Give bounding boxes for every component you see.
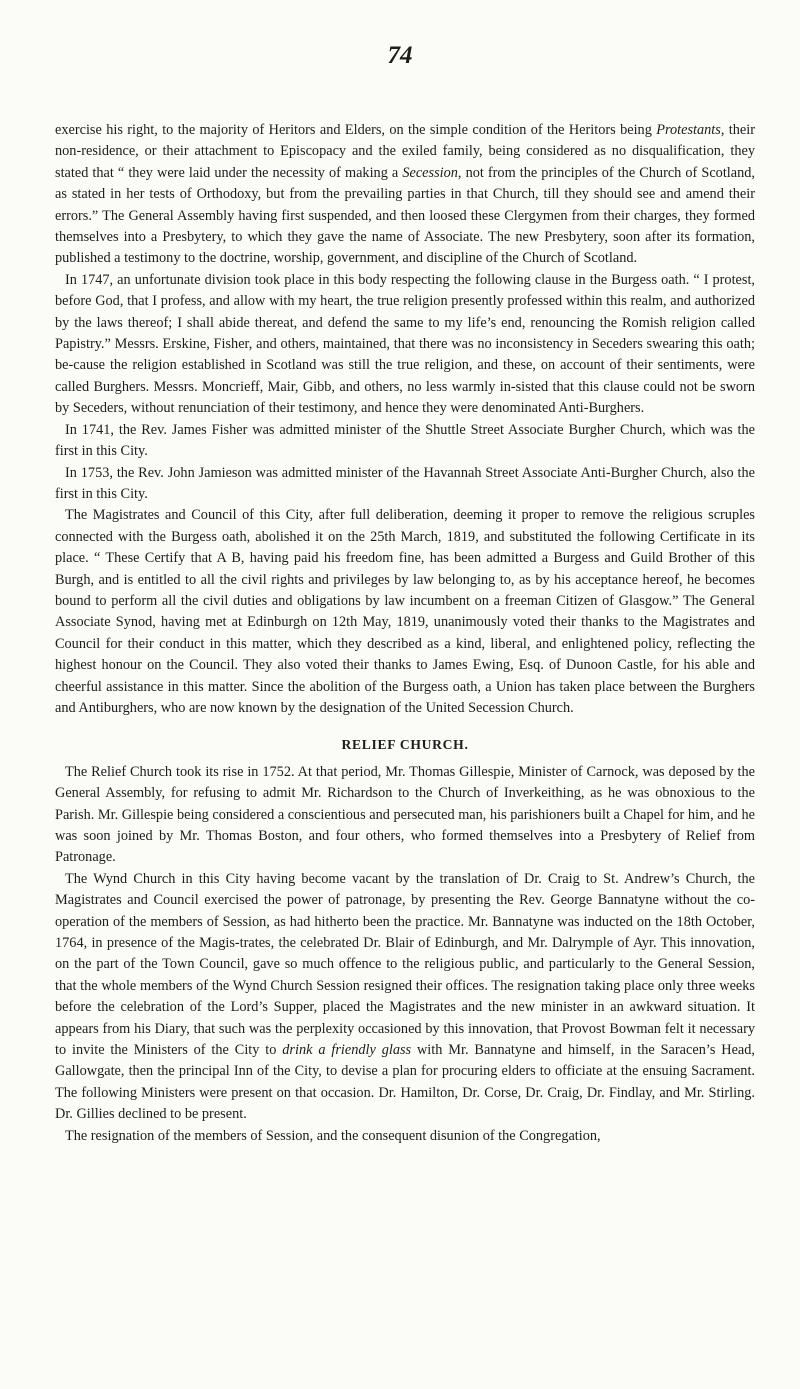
paragraph-text: In 1753, the Rev. John Jamieson was admitted minister of the Havannah Street Associate Anti-Burgher Church, also the first in this City. [55, 464, 755, 502]
paragraph [55, 420, 755, 463]
paragraph [55, 120, 755, 270]
emphasized-text: drink a friendly glass [282, 1042, 412, 1059]
paragraphs-after [55, 762, 755, 1147]
paragraph [55, 1126, 755, 1147]
paragraph-text: exercise his right, to the majority of Heritors and Elders, on the simple condition of the Heritors being [55, 122, 657, 138]
emphasized-text: Protestants [656, 122, 721, 138]
section-heading [55, 734, 755, 755]
paragraph [55, 270, 755, 420]
paragraph-text: In 1741, the Rev. James Fisher was admitted minister of the Shuttle Street Associate Burgher Church, which was the first in this City. [55, 421, 755, 460]
paragraph-text: , their non-residence, or their attachment to Episcopacy and the exiled family, being considered as no disqualification, they stated that “ they were laid under the necessity of making a [55, 122, 755, 181]
paragraphs-before [55, 120, 755, 719]
paragraph [55, 762, 755, 869]
paragraph-text: The Wynd Church in this City having become vacant by the translation of Dr. Craig to St. Andrew’s Church, the Magistrates and Council exercised the power of patronage, by presenting the Rev. George Bannatyne without the co-operation of the members of Session, as had hitherto been the practice. Mr. Bannatyne was inducted on the 18th October, 1764, in presence of the Magis-trates, the celebrated Dr. Blair of Edinburgh, and Mr. Dalrymple of Ayr. This innovation, on the part of the Town Council, gave so much offence to the religious public, and particularly to the General Session, that the whole members of the Wynd Church Session resigned their offices. The resignation taking place only three weeks before the celebration of the Lord’s Supper, placed the Magistrates and the new minister in an awkward situation. It appears from his Diary, that such was the perplexity occasioned by this innovation, that Provost Bowman felt it necessary to invite the Ministers of the City to [55, 870, 755, 1059]
paragraph [55, 869, 755, 1126]
paragraph [55, 463, 755, 506]
paragraph-text: The Magistrates and Council of this City, after full deliberation, deeming it proper to remove the religious scruples connected with the Burgess oath, abolished it on the 25th March, 1819, and substituted the following Certificate in its place. “ These Certify that A B, having paid his freedom fine, has been admitted a Burgess and Guild Brother of this Burgh, and is entitled to all the civil rights and privileges by law belonging to, as by his acceptance hereof, he becomes bound to perform all the civil duties and obligations by law incumbent on a freeman Citizen of Glasgow.” The General Associate Synod, having met at Edinburgh on 12th May, 1819, unanimously voted their thanks to the Magistrates and Council for their conduct in this matter, which they described as a kind, liberal, and enlightened policy, reflecting the highest honour on the Council. They also voted their thanks to James Ewing, Esq. of Dunoon Castle, for his able and cheerful assistance in this matter. Since the abolition of the Burgess oath, a Union has taken place between the Burghers and Antiburghers, who are now known by the designation of the United Secession Church. [55, 507, 755, 716]
paragraph-text: with Mr. Bannatyne and himself, in the Saracen’s Head, Gallowgate, then the principal Inn of the City, to devise a plan for procuring elders to officiate at the ensuing Sacrament. The following Ministers were present on that occasion. Dr. Hamilton, Dr. Corse, Dr. Craig, Dr. Findlay, and Mr. Stirling. Dr. Gillies declined to be present. [55, 1042, 755, 1123]
paragraph-text: The resignation of the members of Session, and the consequent disunion of the Congregation, [65, 1127, 601, 1144]
body-text [55, 120, 755, 1147]
page-number: 74 [387, 42, 413, 69]
paragraph-text: , not from the principles of the Church of Scotland, as stated in her tests of Orthodoxy, but from the prevailing parties in that Church, till they should see and amend their errors.” The General Assembly having first suspended, and then loosed these Clergymen from their charges, they formed themselves into a Presbytery, to which they gave the name of Associate. The new Presbytery, soon after its formation, published a testimony to the doctrine, worship, government, and discipline of the Church of Scotland. [55, 164, 755, 267]
paragraph-text: In 1747, an unfortunate division took place in this body respecting the following clause in the Burgess oath. “ I protest, before God, that I profess, and allow with my heart, the true religion presently professed within this realm, and authorized by the laws thereof; I shall abide thereat, and defend the same to my life’s end, renouncing the Romish religion called Papistry.” Messrs. Erskine, Fisher, and others, maintained, that there was no inconsistency in Seceders swearing this oath; be-cause the religion established in Scotland was still the true religion, and these, on account of their sentiments, were called Burghers. Messrs. Moncrieff, Mair, Gibb, and others, no less warmly in-sisted that this clause could not be sworn by Seceders, without renunciation of their testimony, and hence they were denominated Anti-Burghers. [55, 271, 755, 417]
paragraph-text: The Relief Church took its rise in 1752. At that period, Mr. Thomas Gillespie, Minister of Carnock, was deposed by the General Assembly, for refusing to admit Mr. Richardson to the Church of Inverkeithing, as he was obnoxious to the Parish. Mr. Gillespie being considered a conscientious and persecuted man, his parishioners built a Chapel for him, and he was soon joined by Mr. Thomas Boston, and four others, who formed themselves into a Presbytery of Relief from Patronage. [55, 763, 755, 866]
paragraph [55, 505, 755, 719]
emphasized-text: Secession [402, 164, 458, 181]
section-heading-text: RELIEF CHURCH. [341, 737, 469, 753]
